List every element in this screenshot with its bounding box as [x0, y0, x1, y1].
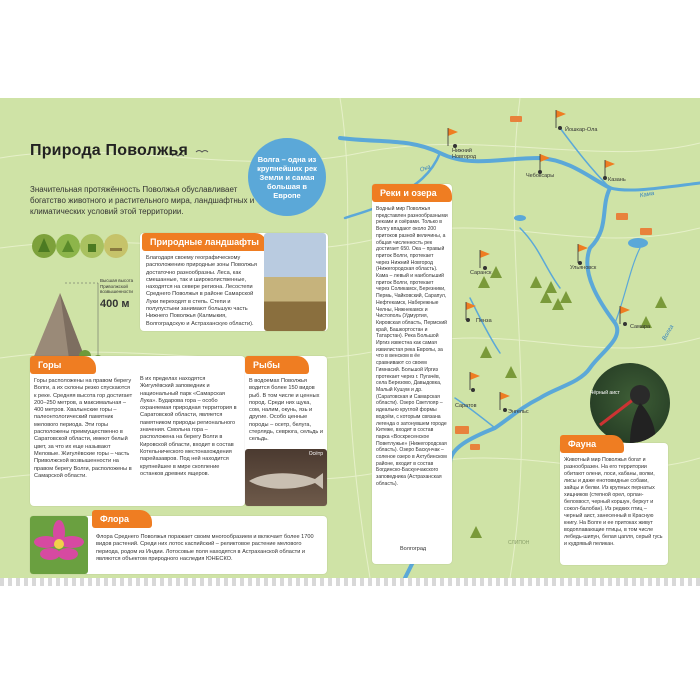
stork-icon	[590, 363, 670, 443]
fish-card	[245, 356, 327, 506]
river-label-volga: Волга	[661, 324, 676, 342]
altitude-label: Высшая высота Приволжской возвышенности	[100, 278, 134, 294]
landscapes-header: Природные ландшафты	[142, 233, 267, 251]
sturgeon-photo	[245, 449, 327, 506]
kama-river	[610, 183, 700, 190]
landscapes-text: Благодаря своему географическому расположению природные зоны Поволжья достаточно разнообразны. Леса, как смешанные, так и широколиственные, находятся на севере региона. Лесостепи Среднего Поволжья в районе Самарской Луки переходят в степь. Степи и полупустыни занимают большую часть Нижнего Поволжья (Калмыкия, Волгоградскую и Астраханскую области).	[146, 255, 257, 327]
city-nizhny-novgorod: Нижний Новгород	[452, 148, 477, 160]
stork-caption: Чёрный аист	[590, 390, 620, 396]
landscape-photo	[264, 233, 326, 331]
rivers-card	[372, 184, 452, 564]
intro-paragraph: Значительная протяжённость Поволжья обуславливает богатство животного и растительного мира, ландшафтных и климатических условий этой территории.	[30, 185, 255, 216]
lotus-icon	[30, 516, 88, 574]
city-ulyanovsk: Ульяновск	[570, 265, 597, 271]
flora-text: Флора Среднего Поволжья поражает своим многообразием и включает более 1700 видов растений. Среди них лотос каспийский – реликтовое растение мелового периода, родом из Индии. Лотосовые поля находятся в Астраханской области и являются объектом природного наследия ЮНЕСКО.	[96, 534, 314, 562]
fauna-card	[560, 439, 668, 565]
flora-header: Флора	[92, 510, 152, 528]
fish-header: Рыбы	[245, 356, 309, 374]
rivers-text: Водный мир Поволжья представлен разнообразными реками и озёрами. Только в Волгу впадают около 200 притоков разной величины, а общая численность рек достигает 650. Ока – правый приток Волги, протекает через Нижний Новгород (Нижегородская область). Кама – левый и наибольший приток Волги, протекает через Соликамск, Березники, Пермь, Чайковский, Сарапул, Нефтекамск, Набережные Челны, Нижнекамск и Чистополь (Удмуртия, Кировская область, Пермский край, Башкортостан и Татарстан). Река Большой Иргиз известна как самая извилистая река Европы, за что в венском в ёе сравнивают со своем Гимнасий. Большой Иргиз протекает через г. Пугачёв, села Березово, Давыдовка, Малый Кушум и др. (Саратовская и Самарская области). Озеро Светлояр – идеально круглой формы водоём, с которым связана легенда о затонувшем городе Китеже, входит в состав парка «Воскресенское Поветлужье» (Нижегородская область). Озеро Баскунчак – соленое озеро в Ахтубинском районе, входит в состав Богдинско-Баскунчакского заповедника (Астраханская область).	[376, 206, 448, 487]
city-saratov: Саратов	[455, 403, 477, 409]
altitude-value: 400 м	[100, 298, 130, 310]
landscapes-card	[140, 233, 328, 331]
city-penza: Пенза	[476, 318, 492, 324]
fish-icon	[245, 449, 327, 506]
page-bottom-strip	[0, 578, 700, 586]
city-cheboksary: Чебоксары	[526, 173, 555, 179]
mountains-col1: Горы расположены на правом берегу Волги, а их склоны резко спускаются к реке. Средняя высота гор достигает 200–250 метров, а максимальная – 400 метров. Хвалынские горы – палеонтологический памятник мелового периода. Эти горы расположены преимущественно в Саратовской области, имеют белый цвет, за что их еще называют Меловые. Жигулёвские горы – часть Приволжской возвышенности на правом берегу Волги, расположены в Самарской области.	[34, 378, 133, 479]
city-samara: Самара	[630, 324, 651, 330]
lotus-photo	[30, 516, 88, 574]
page-title: Природа Поволжья	[30, 142, 189, 159]
city-engels: Энгельс	[508, 409, 529, 415]
fish-text: В водоемах Поволжья водится более 150 видов рыб. В том числе и ценных пород. Среди них щука, сом, налим, окунь, язь и другие. Особо ценные породы – осетр, белуга, стерлядь, севрюга, сельдь и сельдь.	[249, 378, 323, 443]
volga-bubble	[248, 138, 326, 216]
volga-bubble-text: Волга – одна из крупнейших рек Земли и самая большая в Европе	[257, 154, 317, 200]
sturgeon-caption: Осётр	[308, 451, 323, 457]
river-label-oka: Ока	[419, 164, 432, 174]
city-volgograd: Волгоград	[400, 546, 427, 552]
country-label: СЛИПОН	[508, 540, 530, 546]
mountains-header: Горы	[30, 356, 96, 374]
mountains-card	[30, 356, 245, 506]
city-kazan: Казань	[608, 177, 626, 183]
rivers-header: Реки и озера	[372, 184, 452, 202]
city-saransk: Саранск	[470, 270, 492, 276]
spread	[0, 98, 700, 578]
mountains-col2: В их пределах находятся Жигулёвский заповедник и национальный парк «Самарская Лука». Бударова гора – особо охраняемая природная территория в Саратовской области, является памятником природы регионального значения. Смольна гора – расположена на берегу Волги в Кировской области, входит в состав Котельнического местонахождения парейазавров. Под ней находится крупнейшее в мире скопление останков древних ящеров.	[140, 376, 237, 477]
flora-card	[30, 516, 327, 574]
fauna-text: Животный мир Поволжья богат и разнообразен. На его территории обитают олени, лоси, кабаны, волки, лисы и даже енотовидные собаки, зайцы и белки. Из крупных пернатых хищников (степной орел, орлан-белохвост, черный коршун, беркут и сокол-балобан). Из редких птиц – черный аист, занесенный в Красную книгу. На Волге и ее притоках живут водоплавающие птицы, в том числе лебедь-шипун, белая цапля, серый гусь и кудрявый пеликан.	[564, 457, 663, 547]
city-yoshkar-ola: Йошкар-Ола	[565, 127, 598, 133]
river-label-kama: Кама	[639, 190, 655, 200]
fauna-header: Фауна	[560, 435, 624, 453]
black-stork-photo	[590, 363, 670, 443]
